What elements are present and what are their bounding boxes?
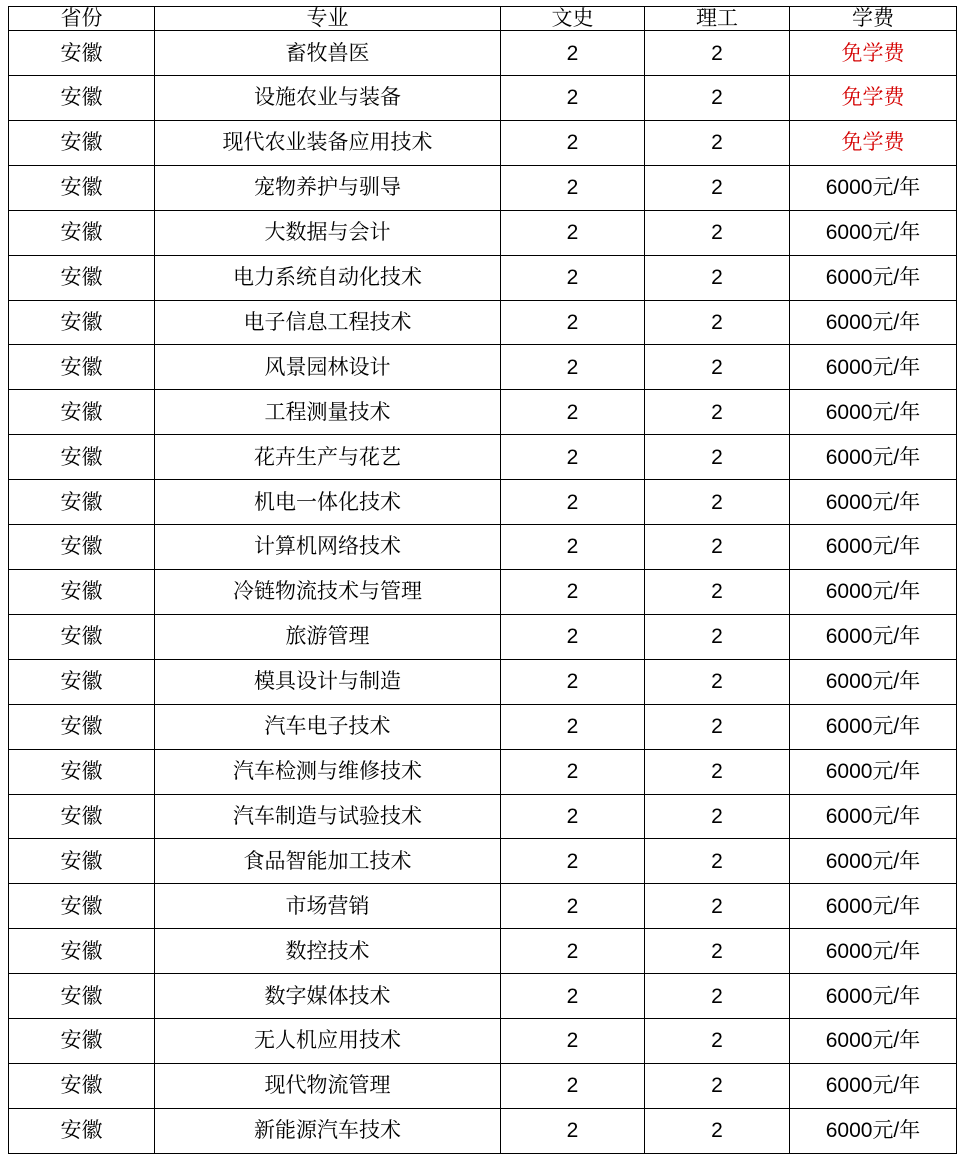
cell-wenshi: 2 (501, 300, 645, 345)
cell-wenshi: 2 (501, 659, 645, 704)
cell-province: 安徽 (9, 300, 155, 345)
cell-tuition: 6000元/年 (790, 525, 957, 570)
cell-major: 电力系统自动化技术 (155, 255, 501, 300)
cell-wenshi: 2 (501, 120, 645, 165)
cell-tuition: 6000元/年 (790, 704, 957, 749)
cell-tuition: 6000元/年 (790, 390, 957, 435)
cell-ligong: 2 (645, 210, 790, 255)
cell-province: 安徽 (9, 794, 155, 839)
cell-ligong: 2 (645, 884, 790, 929)
column-header-ligong: 理工 (645, 7, 790, 31)
cell-tuition: 6000元/年 (790, 165, 957, 210)
cell-ligong: 2 (645, 569, 790, 614)
cell-province: 安徽 (9, 76, 155, 121)
cell-province: 安徽 (9, 1063, 155, 1108)
cell-ligong: 2 (645, 1108, 790, 1153)
cell-major: 宠物养护与驯导 (155, 165, 501, 210)
cell-major: 机电一体化技术 (155, 480, 501, 525)
cell-province: 安徽 (9, 165, 155, 210)
cell-wenshi: 2 (501, 704, 645, 749)
table-row (9, 165, 957, 210)
table-row (9, 1019, 957, 1064)
cell-tuition: 6000元/年 (790, 614, 957, 659)
table-row (9, 569, 957, 614)
cell-wenshi: 2 (501, 614, 645, 659)
table-row (9, 300, 957, 345)
cell-wenshi: 2 (501, 929, 645, 974)
cell-tuition: 6000元/年 (790, 480, 957, 525)
cell-ligong: 2 (645, 1019, 790, 1064)
cell-major: 风景园林设计 (155, 345, 501, 390)
cell-province: 安徽 (9, 1019, 155, 1064)
cell-wenshi: 2 (501, 525, 645, 570)
table-row (9, 839, 957, 884)
cell-wenshi: 2 (501, 165, 645, 210)
cell-wenshi: 2 (501, 839, 645, 884)
cell-major: 汽车电子技术 (155, 704, 501, 749)
cell-province: 安徽 (9, 210, 155, 255)
cell-major: 花卉生产与花艺 (155, 435, 501, 480)
cell-province: 安徽 (9, 929, 155, 974)
cell-province: 安徽 (9, 749, 155, 794)
cell-tuition: 6000元/年 (790, 345, 957, 390)
cell-wenshi: 2 (501, 749, 645, 794)
cell-tuition: 6000元/年 (790, 884, 957, 929)
cell-ligong: 2 (645, 435, 790, 480)
table-header (9, 7, 957, 31)
cell-tuition: 6000元/年 (790, 1108, 957, 1153)
cell-tuition: 6000元/年 (790, 569, 957, 614)
cell-province: 安徽 (9, 480, 155, 525)
cell-wenshi: 2 (501, 1063, 645, 1108)
column-header-province: 省份 (9, 7, 155, 31)
cell-tuition: 6000元/年 (790, 929, 957, 974)
cell-province: 安徽 (9, 525, 155, 570)
enrollment-plan-table (8, 6, 957, 1154)
cell-ligong: 2 (645, 31, 790, 76)
cell-tuition: 免学费 (790, 31, 957, 76)
cell-ligong: 2 (645, 120, 790, 165)
cell-province: 安徽 (9, 255, 155, 300)
cell-major: 冷链物流技术与管理 (155, 569, 501, 614)
table-header-row (9, 7, 957, 31)
cell-ligong: 2 (645, 794, 790, 839)
cell-tuition: 免学费 (790, 120, 957, 165)
cell-tuition: 免学费 (790, 76, 957, 121)
table-row (9, 704, 957, 749)
cell-tuition: 6000元/年 (790, 435, 957, 480)
cell-tuition: 6000元/年 (790, 794, 957, 839)
cell-ligong: 2 (645, 704, 790, 749)
column-header-wenshi: 文史 (501, 7, 645, 31)
table-row (9, 390, 957, 435)
cell-ligong: 2 (645, 480, 790, 525)
cell-tuition: 6000元/年 (790, 974, 957, 1019)
cell-tuition: 6000元/年 (790, 659, 957, 704)
cell-tuition: 6000元/年 (790, 1019, 957, 1064)
cell-major: 大数据与会计 (155, 210, 501, 255)
table-row (9, 614, 957, 659)
table-row (9, 525, 957, 570)
cell-province: 安徽 (9, 659, 155, 704)
cell-ligong: 2 (645, 749, 790, 794)
cell-tuition: 6000元/年 (790, 839, 957, 884)
cell-major: 数控技术 (155, 929, 501, 974)
cell-wenshi: 2 (501, 210, 645, 255)
cell-major: 工程测量技术 (155, 390, 501, 435)
cell-major: 电子信息工程技术 (155, 300, 501, 345)
cell-province: 安徽 (9, 435, 155, 480)
cell-major: 数字媒体技术 (155, 974, 501, 1019)
cell-wenshi: 2 (501, 390, 645, 435)
cell-ligong: 2 (645, 165, 790, 210)
cell-province: 安徽 (9, 974, 155, 1019)
table-row (9, 435, 957, 480)
cell-wenshi: 2 (501, 884, 645, 929)
cell-major: 汽车检测与维修技术 (155, 749, 501, 794)
table-row (9, 76, 957, 121)
cell-ligong: 2 (645, 1063, 790, 1108)
cell-tuition: 6000元/年 (790, 255, 957, 300)
column-header-tuition: 学费 (790, 7, 957, 31)
cell-wenshi: 2 (501, 480, 645, 525)
table-row (9, 480, 957, 525)
cell-major: 无人机应用技术 (155, 1019, 501, 1064)
cell-major: 旅游管理 (155, 614, 501, 659)
cell-wenshi: 2 (501, 569, 645, 614)
cell-major: 设施农业与装备 (155, 76, 501, 121)
cell-province: 安徽 (9, 614, 155, 659)
cell-province: 安徽 (9, 569, 155, 614)
cell-wenshi: 2 (501, 974, 645, 1019)
table-row (9, 659, 957, 704)
cell-ligong: 2 (645, 255, 790, 300)
table-row (9, 749, 957, 794)
cell-tuition: 6000元/年 (790, 210, 957, 255)
cell-major: 模具设计与制造 (155, 659, 501, 704)
cell-ligong: 2 (645, 974, 790, 1019)
cell-ligong: 2 (645, 525, 790, 570)
cell-major: 现代农业装备应用技术 (155, 120, 501, 165)
table-row (9, 794, 957, 839)
table-row (9, 31, 957, 76)
table-row (9, 974, 957, 1019)
cell-wenshi: 2 (501, 31, 645, 76)
table-row (9, 255, 957, 300)
table-row (9, 1063, 957, 1108)
cell-wenshi: 2 (501, 76, 645, 121)
cell-major: 计算机网络技术 (155, 525, 501, 570)
cell-major: 畜牧兽医 (155, 31, 501, 76)
cell-wenshi: 2 (501, 435, 645, 480)
cell-tuition: 6000元/年 (790, 749, 957, 794)
cell-major: 现代物流管理 (155, 1063, 501, 1108)
cell-major: 新能源汽车技术 (155, 1108, 501, 1153)
cell-wenshi: 2 (501, 1108, 645, 1153)
cell-ligong: 2 (645, 614, 790, 659)
cell-tuition: 6000元/年 (790, 300, 957, 345)
cell-ligong: 2 (645, 76, 790, 121)
cell-major: 市场营销 (155, 884, 501, 929)
cell-ligong: 2 (645, 390, 790, 435)
table-body (9, 31, 957, 1154)
cell-province: 安徽 (9, 839, 155, 884)
table-row (9, 345, 957, 390)
cell-province: 安徽 (9, 1108, 155, 1153)
cell-major: 汽车制造与试验技术 (155, 794, 501, 839)
cell-province: 安徽 (9, 31, 155, 76)
cell-wenshi: 2 (501, 345, 645, 390)
cell-ligong: 2 (645, 345, 790, 390)
table-row (9, 884, 957, 929)
table-row (9, 210, 957, 255)
cell-major: 食品智能加工技术 (155, 839, 501, 884)
table-row (9, 120, 957, 165)
cell-ligong: 2 (645, 929, 790, 974)
cell-province: 安徽 (9, 345, 155, 390)
cell-wenshi: 2 (501, 794, 645, 839)
cell-wenshi: 2 (501, 255, 645, 300)
table-row (9, 1108, 957, 1153)
cell-wenshi: 2 (501, 1019, 645, 1064)
table-row (9, 929, 957, 974)
cell-province: 安徽 (9, 704, 155, 749)
cell-ligong: 2 (645, 839, 790, 884)
cell-province: 安徽 (9, 390, 155, 435)
cell-ligong: 2 (645, 659, 790, 704)
cell-province: 安徽 (9, 120, 155, 165)
cell-tuition: 6000元/年 (790, 1063, 957, 1108)
cell-ligong: 2 (645, 300, 790, 345)
cell-province: 安徽 (9, 884, 155, 929)
column-header-major: 专业 (155, 7, 501, 31)
